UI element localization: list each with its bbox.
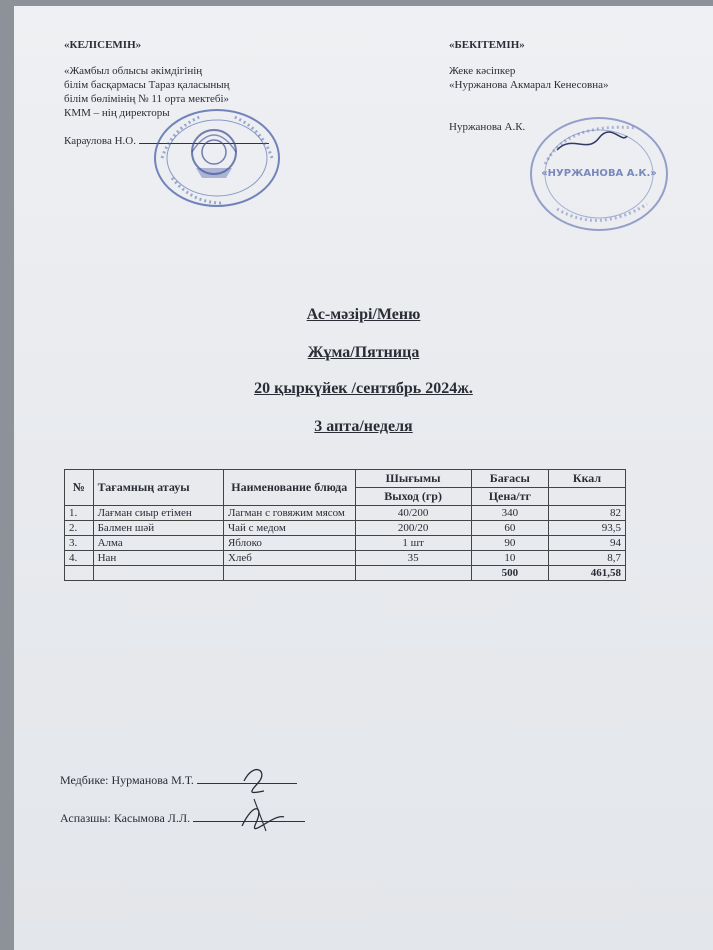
entrepreneur-line-2: «Нуржанова Акмарал Кенесовна»: [449, 79, 609, 91]
table-row: [65, 536, 626, 551]
table-total-row: [65, 566, 626, 581]
header-price-kz: Бағасы: [471, 470, 548, 488]
cell-output: 200/20: [355, 521, 471, 536]
cell-kcal: 8,7: [549, 551, 626, 566]
header-kcal-empty: [549, 488, 626, 506]
header-output-ru: Выход (гр): [355, 488, 471, 506]
cell-price: 90: [471, 536, 548, 551]
cell-empty: [65, 566, 94, 581]
cell-output: 1 шт: [355, 536, 471, 551]
handwritten-signature-icon: [224, 761, 294, 836]
header-no: №: [65, 470, 94, 506]
cell-no: 2.: [65, 521, 94, 536]
cell-empty: [93, 566, 223, 581]
org-line-4: КММ – нің директоры: [64, 107, 170, 119]
cell-name-kz: Лағман сиыр етімен: [93, 506, 223, 521]
table-header-row: [65, 470, 626, 488]
header-kcal: Ккал: [549, 470, 626, 488]
table-row: [65, 551, 626, 566]
cell-name-kz: Нан: [93, 551, 223, 566]
week-title: 3 апта/неделя: [314, 418, 413, 435]
cell-kcal: 94: [549, 536, 626, 551]
table-row: [65, 506, 626, 521]
cell-no: 4.: [65, 551, 94, 566]
approval-title-right: «БЕКІТЕМІН»: [449, 39, 525, 51]
menu-title: Ас-мәзірі/Меню: [306, 306, 421, 323]
day-title: Жұма/Пятница: [307, 344, 420, 361]
cell-name-ru: Яблоко: [223, 536, 355, 551]
org-line-3: білім бөлімінің № 11 орта мектебі»: [64, 93, 230, 105]
document-page: [14, 6, 713, 950]
header-price-ru: Цена/тг: [471, 488, 548, 506]
signer-right: Нуржанова А.К.: [449, 121, 526, 133]
cell-kcal: 93,5: [549, 521, 626, 536]
entrepreneur-line-1: Жеке кәсіпкер: [449, 65, 516, 77]
cell-name-ru: Лагман с говяжим мясом: [223, 506, 355, 521]
header-name-kz: Тағамның атауы: [93, 470, 223, 506]
date-title: 20 қыркүйек /сентябрь 2024ж.: [254, 380, 473, 397]
cook-label: Аспазшы: Касымова Л.Л.: [60, 811, 191, 825]
header-name-ru: Наименование блюда: [223, 470, 355, 506]
total-kcal: 461,58: [549, 566, 626, 581]
cell-output: 35: [355, 551, 471, 566]
cell-price: 10: [471, 551, 548, 566]
org-line-2: білім басқармасы Тараз қаласының: [64, 79, 230, 91]
cell-empty: [355, 566, 471, 581]
cell-name-ru: Чай с медом: [223, 521, 355, 536]
stamp-right-name: «НУРЖАНОВА А.К.»: [541, 168, 657, 179]
approval-title-left: «КЕЛІСЕМІН»: [64, 39, 142, 51]
cell-name-kz: Балмен шәй: [93, 521, 223, 536]
table-row: [65, 521, 626, 536]
cell-price: 60: [471, 521, 548, 536]
total-price: 500: [471, 566, 548, 581]
header-output-kz: Шығымы: [355, 470, 471, 488]
cell-name-ru: Хлеб: [223, 551, 355, 566]
cell-kcal: 82: [549, 506, 626, 521]
cell-no: 1.: [65, 506, 94, 521]
cell-output: 40/200: [355, 506, 471, 521]
menu-table: [64, 469, 626, 581]
cell-empty: [223, 566, 355, 581]
stamp-right-icon: [527, 114, 672, 234]
cell-no: 3.: [65, 536, 94, 551]
cell-price: 340: [471, 506, 548, 521]
nurse-label: Медбике: Нурманова М.Т.: [60, 773, 194, 787]
org-line-1: «Жамбыл облысы әкімдігінің: [64, 65, 203, 77]
cell-name-kz: Алма: [93, 536, 223, 551]
signer-left: Караулова Н.О.: [64, 135, 136, 147]
stamp-left-icon: [152, 108, 282, 208]
